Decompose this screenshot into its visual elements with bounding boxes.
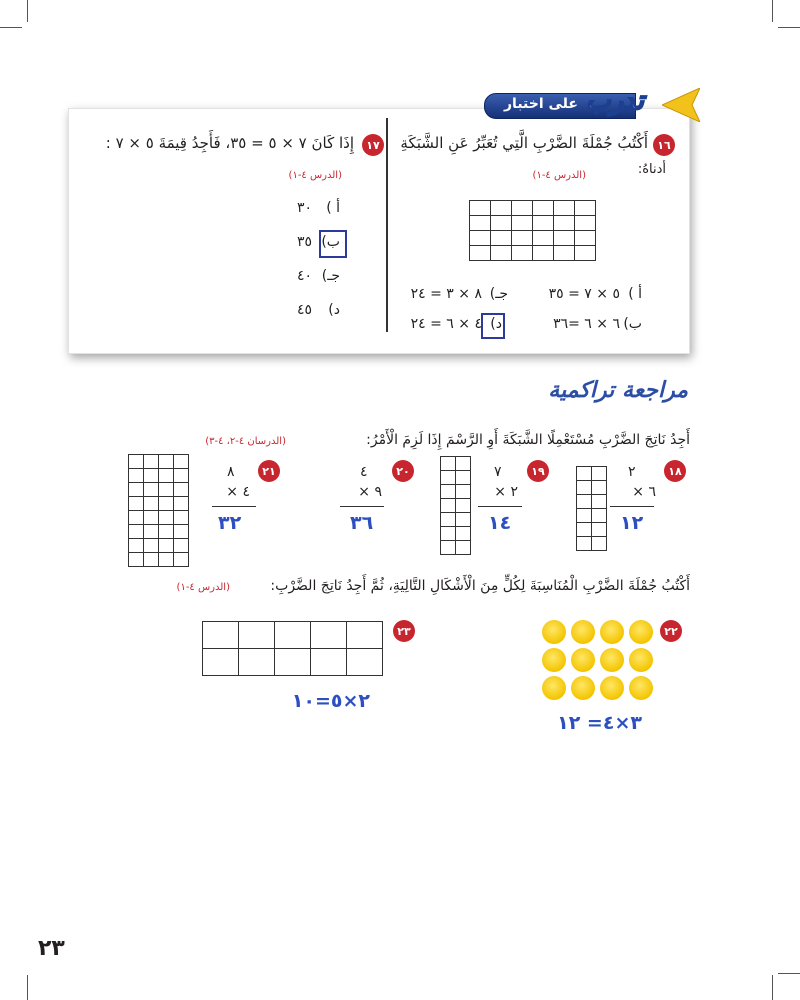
question-19-line	[478, 506, 522, 507]
column-divider	[386, 118, 388, 332]
question-17-option-c-text: ٤٠	[296, 268, 312, 284]
crop-mark	[0, 27, 22, 28]
coin	[600, 676, 624, 700]
question-22-number: ٢٢	[660, 620, 682, 642]
question-17-number: ١٧	[362, 134, 384, 156]
question-16-grid	[469, 200, 596, 261]
coin	[542, 676, 566, 700]
question-16-option-c-text: ٨ × ٣ = ٢٤	[410, 286, 482, 302]
question-16-option-d-text: ٤ × ٦ = ٢٤	[410, 316, 482, 332]
question-17-option-c-letter[interactable]: جـ)	[321, 268, 340, 284]
question-16-option-a-letter[interactable]: أ )	[628, 286, 642, 302]
banner-arrow-icon	[662, 88, 700, 122]
question-21-answer: ٣٢	[218, 512, 242, 534]
question-22-answer: ٣×٤= ١٢	[557, 712, 642, 734]
question-20-number: ٢٠	[392, 460, 414, 482]
coin	[629, 676, 653, 700]
coin	[600, 620, 624, 644]
question-20-bottom: ٩ ×	[358, 484, 382, 500]
question-17-option-a-text: ٣٠	[296, 200, 312, 216]
question-23-grid	[202, 621, 383, 676]
review-instruction-1-ref: (الدرسان ٤-٢، ٤-٣)	[205, 436, 286, 447]
question-19-answer: ١٤	[488, 512, 512, 534]
crop-mark	[778, 973, 800, 974]
question-16-option-c-letter[interactable]: جـ)	[489, 286, 508, 302]
question-19-number: ١٩	[527, 460, 549, 482]
question-16-option-b-text: ٦ × ٦ =٣٦	[553, 316, 620, 332]
question-21-line	[212, 506, 256, 507]
question-17-option-b-text: ٣٥	[296, 234, 312, 250]
question-16-number: ١٦	[653, 134, 675, 156]
review-instruction-1: أَجِدُ نَاتِجَ الضَّرْبِ مُسْتَعْمِلًا الشَّبَكَةَ أَوِ الرَّسْمَ إِذَا لَزِمَ الْأَمْرُ:	[366, 432, 690, 448]
question-16-lesson-ref: (الدرس ٤-١)	[532, 170, 586, 181]
coin	[571, 648, 595, 672]
question-21-number: ٢١	[258, 460, 280, 482]
question-17-option-d-letter[interactable]: د)	[328, 302, 340, 318]
coin	[542, 648, 566, 672]
question-23-answer: ٢×٥=١٠	[291, 690, 370, 712]
question-19-top: ٧	[494, 464, 502, 480]
question-16-text-line2: أدناهُ:	[637, 162, 666, 177]
question-18-line	[610, 506, 654, 507]
question-18-number: ١٨	[664, 460, 686, 482]
crop-mark	[27, 0, 28, 22]
question-16-option-a-text: ٥ × ٧ = ٣٥	[548, 286, 620, 302]
question-17-answer-mark	[319, 230, 347, 258]
review-title: مراجعة تراكمية	[548, 378, 688, 403]
coin	[571, 620, 595, 644]
question-18-grid	[576, 466, 607, 551]
banner-subtitle: على اختبار	[504, 96, 578, 112]
question-17-text: إِذَا كَانَ ٧ × ٥ = ٣٥، فَأَجِدُ قِيمَةَ ٥ × ٧ :	[105, 134, 354, 152]
question-17-option-a-letter[interactable]: أ )	[326, 200, 340, 216]
coin	[571, 676, 595, 700]
question-20-top: ٤	[360, 464, 368, 480]
coin	[629, 648, 653, 672]
question-16-option-b-letter[interactable]: ب)	[623, 316, 642, 332]
coin	[629, 620, 653, 644]
question-23-number: ٢٣	[393, 620, 415, 642]
review-instruction-2: أَكْتُبُ جُمْلَةَ الضَّرْبِ الْمُنَاسِبَةَ لِكُلٍّ مِنَ الْأَشْكَالِ التَّالِيَةِ، ثُمَّ أَجِدُ نَاتِجَ الضَّرْبِ:	[270, 578, 690, 594]
page-number: ٢٣	[38, 936, 65, 961]
coin	[600, 648, 624, 672]
practice-banner	[484, 88, 700, 122]
question-19-grid	[440, 456, 471, 555]
question-17-lesson-ref: (الدرس ٤-١)	[288, 170, 342, 181]
banner-title: تدرب	[586, 86, 644, 116]
question-21-grid	[128, 454, 189, 567]
coin	[542, 620, 566, 644]
question-17-option-b-letter[interactable]: ب)	[321, 234, 340, 250]
question-18-answer: ١٢	[620, 512, 644, 534]
question-16-text: أَكْتُبُ جُمْلَةَ الضَّرْبِ الَّتِي تُعَبِّرُ عَنِ الشَّبَكَةِ	[400, 134, 648, 152]
question-21-top: ٨	[227, 464, 235, 480]
question-20-answer: ٣٦	[350, 512, 374, 534]
question-16-option-d-letter[interactable]: د)	[490, 316, 502, 332]
crop-mark	[772, 975, 773, 1000]
question-18-top: ٢	[628, 464, 636, 480]
question-18-bottom: ٦ ×	[632, 484, 656, 500]
question-20-line	[340, 506, 384, 507]
crop-mark	[778, 27, 800, 28]
question-17-option-d-text: ٤٥	[296, 302, 312, 318]
crop-mark	[772, 0, 773, 22]
question-16-answer-mark	[481, 313, 505, 339]
crop-mark	[27, 975, 28, 1000]
question-19-bottom: ٢ ×	[494, 484, 518, 500]
question-21-bottom: ٤ ×	[226, 484, 250, 500]
review-instruction-2-ref: (الدرس ٤-١)	[176, 582, 230, 593]
